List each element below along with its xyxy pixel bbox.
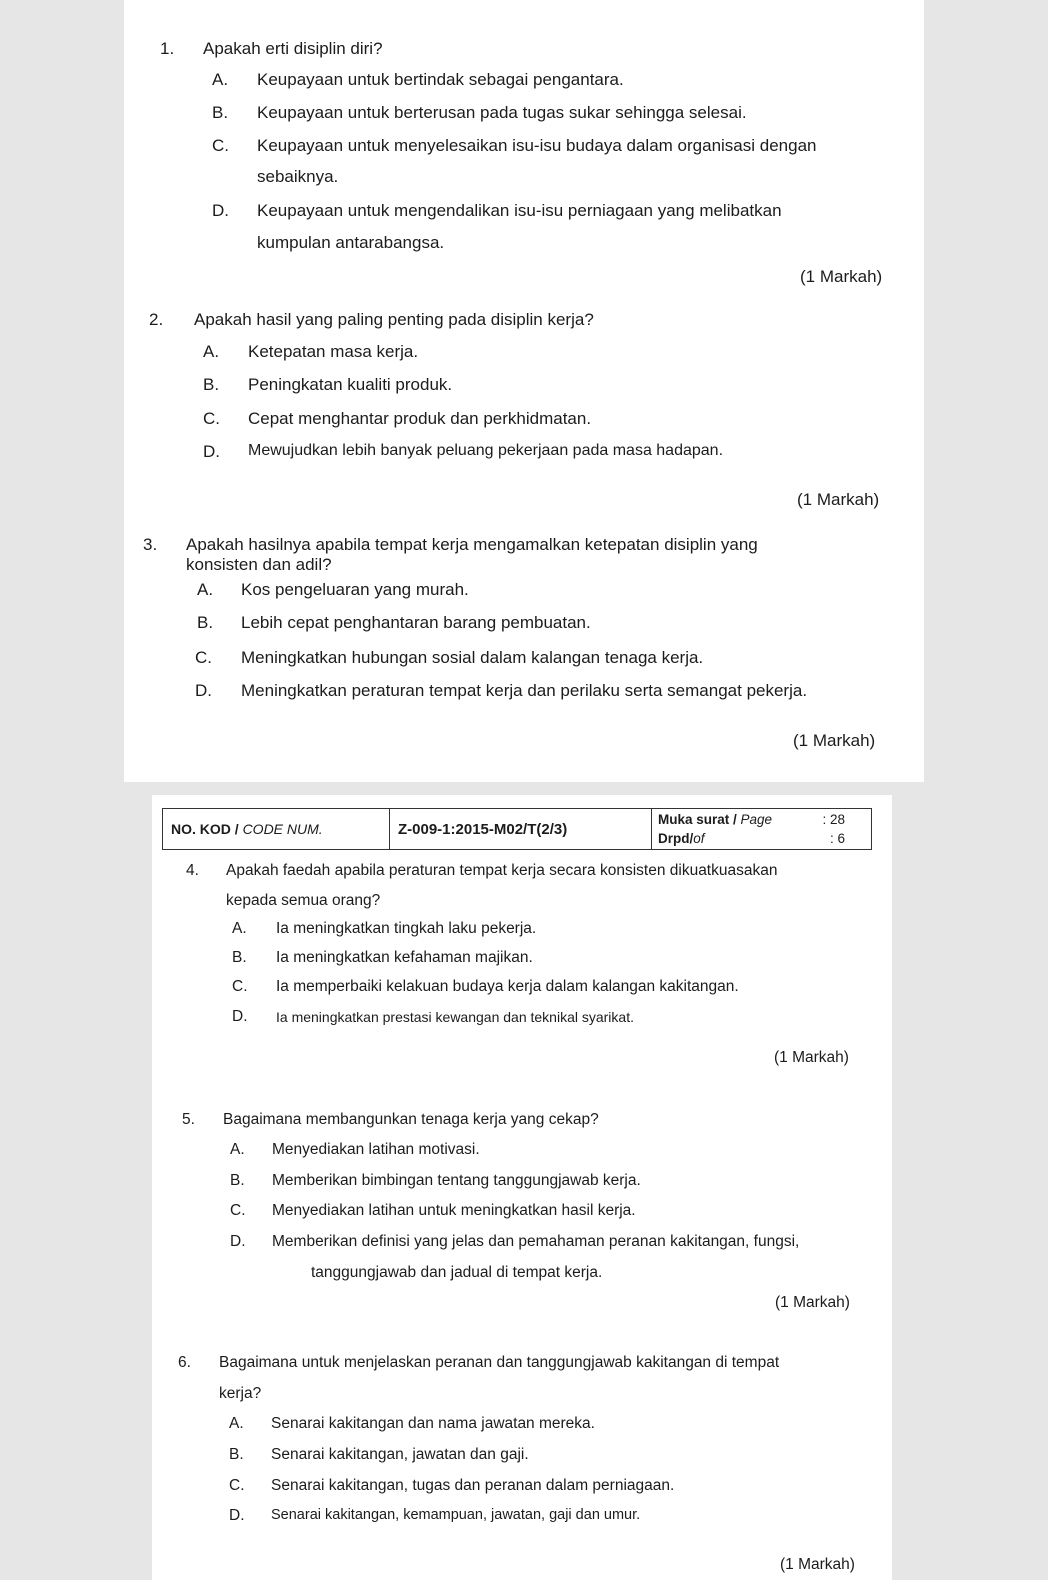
total-pages: : 6 [829, 831, 845, 846]
option-letter: A. [197, 580, 214, 599]
option-text: Memberikan bimbingan tentang tanggungjawab kerja. [272, 1172, 641, 1189]
option-text: Meningkatkan peraturan tempat kerja dan perilaku serta semangat pekerja. [241, 681, 808, 700]
option-letter: B. [197, 613, 214, 632]
option-letter: A. [203, 342, 220, 361]
option-letter: D. [232, 1008, 248, 1025]
option-text: Keupayaan untuk berterusan pada tugas sukar sehingga selesai. [257, 103, 747, 122]
option-text: sebaiknya. [257, 167, 339, 186]
option-letter: B. [230, 1172, 245, 1189]
question-number: 3. [143, 535, 158, 554]
code-label-italic: CODE NUM. [242, 821, 323, 837]
question-text: kepada semua orang? [226, 892, 381, 909]
option-text: Meningkatkan hubungan sosial dalam kalangan tenaga kerja. [241, 648, 704, 667]
option-text: Senarai kakitangan dan nama jawatan mereka. [271, 1415, 595, 1432]
page-info-cell [652, 809, 872, 850]
code-header-table [162, 808, 872, 850]
question-number: 6. [178, 1354, 191, 1371]
option-text: Ia memperbaiki kelakuan budaya kerja dalam kalangan kakitangan. [276, 978, 739, 995]
marks-label: (1 Markah) [775, 1294, 850, 1311]
option-letter: B. [203, 375, 220, 394]
code-value: Z-009-1:2015-M02/T(2/3) [390, 809, 652, 850]
option-letter: C. [195, 648, 212, 667]
option-text: Ia meningkatkan kefahaman majikan. [276, 949, 533, 966]
option-text: Peningkatan kualiti produk. [248, 375, 453, 394]
option-letter: C. [230, 1202, 246, 1219]
page-row [658, 810, 865, 829]
question-text: Bagaimana untuk menjelaskan peranan dan tanggungjawab kakitangan di tempat [219, 1354, 780, 1371]
option-letter: B. [232, 949, 247, 966]
option-text: Senarai kakitangan, tugas dan peranan dalam perniagaan. [271, 1477, 675, 1494]
option-text: Ia meningkatkan tingkah laku pekerja. [276, 920, 537, 937]
option-text: Lebih cepat penghantaran barang pembuatan. [241, 613, 591, 632]
exam-page-2 [152, 795, 892, 1580]
option-text: Senarai kakitangan, kemampuan, jawatan, gaji dan umur. [271, 1507, 641, 1523]
question-number: 1. [160, 39, 175, 58]
question-number: 2. [149, 310, 164, 329]
option-text: kumpulan antarabangsa. [257, 233, 445, 252]
marks-label: (1 Markah) [793, 731, 876, 750]
question-number: 4. [186, 862, 199, 879]
page-label: Muka surat / [658, 812, 741, 827]
option-letter: A. [212, 70, 229, 89]
option-text: Keupayaan untuk mengendalikan isu-isu perniagaan yang melibatkan [257, 201, 782, 220]
page-number: : 28 [822, 812, 845, 827]
option-letter: C. [232, 978, 248, 995]
option-text: tanggungjawab dan jadual di tempat kerja. [311, 1264, 603, 1281]
option-letter: D. [212, 201, 229, 220]
question-text: konsisten dan adil? [186, 555, 332, 574]
option-letter: C. [203, 409, 220, 428]
option-text: Ketepatan masa kerja. [248, 342, 419, 361]
of-label-italic: of [693, 831, 705, 846]
option-letter: D. [203, 442, 220, 461]
option-letter: D. [195, 681, 212, 700]
option-text: Senarai kakitangan, jawatan dan gaji. [271, 1446, 529, 1463]
question-text: Apakah faedah apabila peraturan tempat kerja secara konsisten dikuatkuasakan [226, 862, 778, 879]
marks-label: (1 Markah) [800, 267, 883, 286]
option-letter: D. [230, 1233, 246, 1250]
of-row [658, 829, 865, 848]
question-text: Bagaimana membangunkan tenaga kerja yang cekap? [223, 1111, 599, 1128]
option-text: Kos pengeluaran yang murah. [241, 580, 469, 599]
question-text: kerja? [219, 1385, 262, 1402]
option-letter: A. [229, 1415, 244, 1432]
option-letter: A. [232, 920, 247, 937]
option-text: Menyediakan latihan motivasi. [272, 1141, 480, 1158]
option-letter: A. [230, 1141, 245, 1158]
option-letter: D. [229, 1507, 245, 1524]
code-label-cell [163, 809, 390, 850]
question-text: Apakah hasilnya apabila tempat kerja mengamalkan ketepatan disiplin yang [186, 535, 758, 554]
question-text: Apakah hasil yang paling penting pada disiplin kerja? [194, 310, 594, 329]
option-text: Memberikan definisi yang jelas dan pemahaman peranan kakitangan, fungsi, [272, 1233, 800, 1250]
option-text: Ia meningkatkan prestasi kewangan dan teknikal syarikat. [276, 1009, 634, 1025]
option-text: Keupayaan untuk menyelesaikan isu-isu budaya dalam organisasi dengan [257, 136, 817, 155]
marks-label: (1 Markah) [780, 1556, 855, 1573]
option-text: Menyediakan latihan untuk meningkatkan hasil kerja. [272, 1202, 636, 1219]
option-text: Mewujudkan lebih banyak peluang pekerjaan pada masa hadapan. [248, 442, 724, 459]
exam-page-1 [124, 0, 924, 782]
option-letter: C. [212, 136, 229, 155]
page-label-italic: Page [740, 812, 773, 827]
option-text: Cepat menghantar produk dan perkhidmatan. [248, 409, 592, 428]
option-letter: B. [229, 1446, 244, 1463]
of-label: Drpd/ [658, 831, 694, 846]
marks-label: (1 Markah) [774, 1049, 849, 1066]
code-label: NO. KOD / [171, 821, 243, 837]
marks-label: (1 Markah) [797, 490, 880, 509]
option-letter: C. [229, 1477, 245, 1494]
option-text: Keupayaan untuk bertindak sebagai pengantara. [257, 70, 624, 89]
question-text: Apakah erti disiplin diri? [203, 39, 383, 58]
option-letter: B. [212, 103, 229, 122]
question-number: 5. [182, 1111, 195, 1128]
